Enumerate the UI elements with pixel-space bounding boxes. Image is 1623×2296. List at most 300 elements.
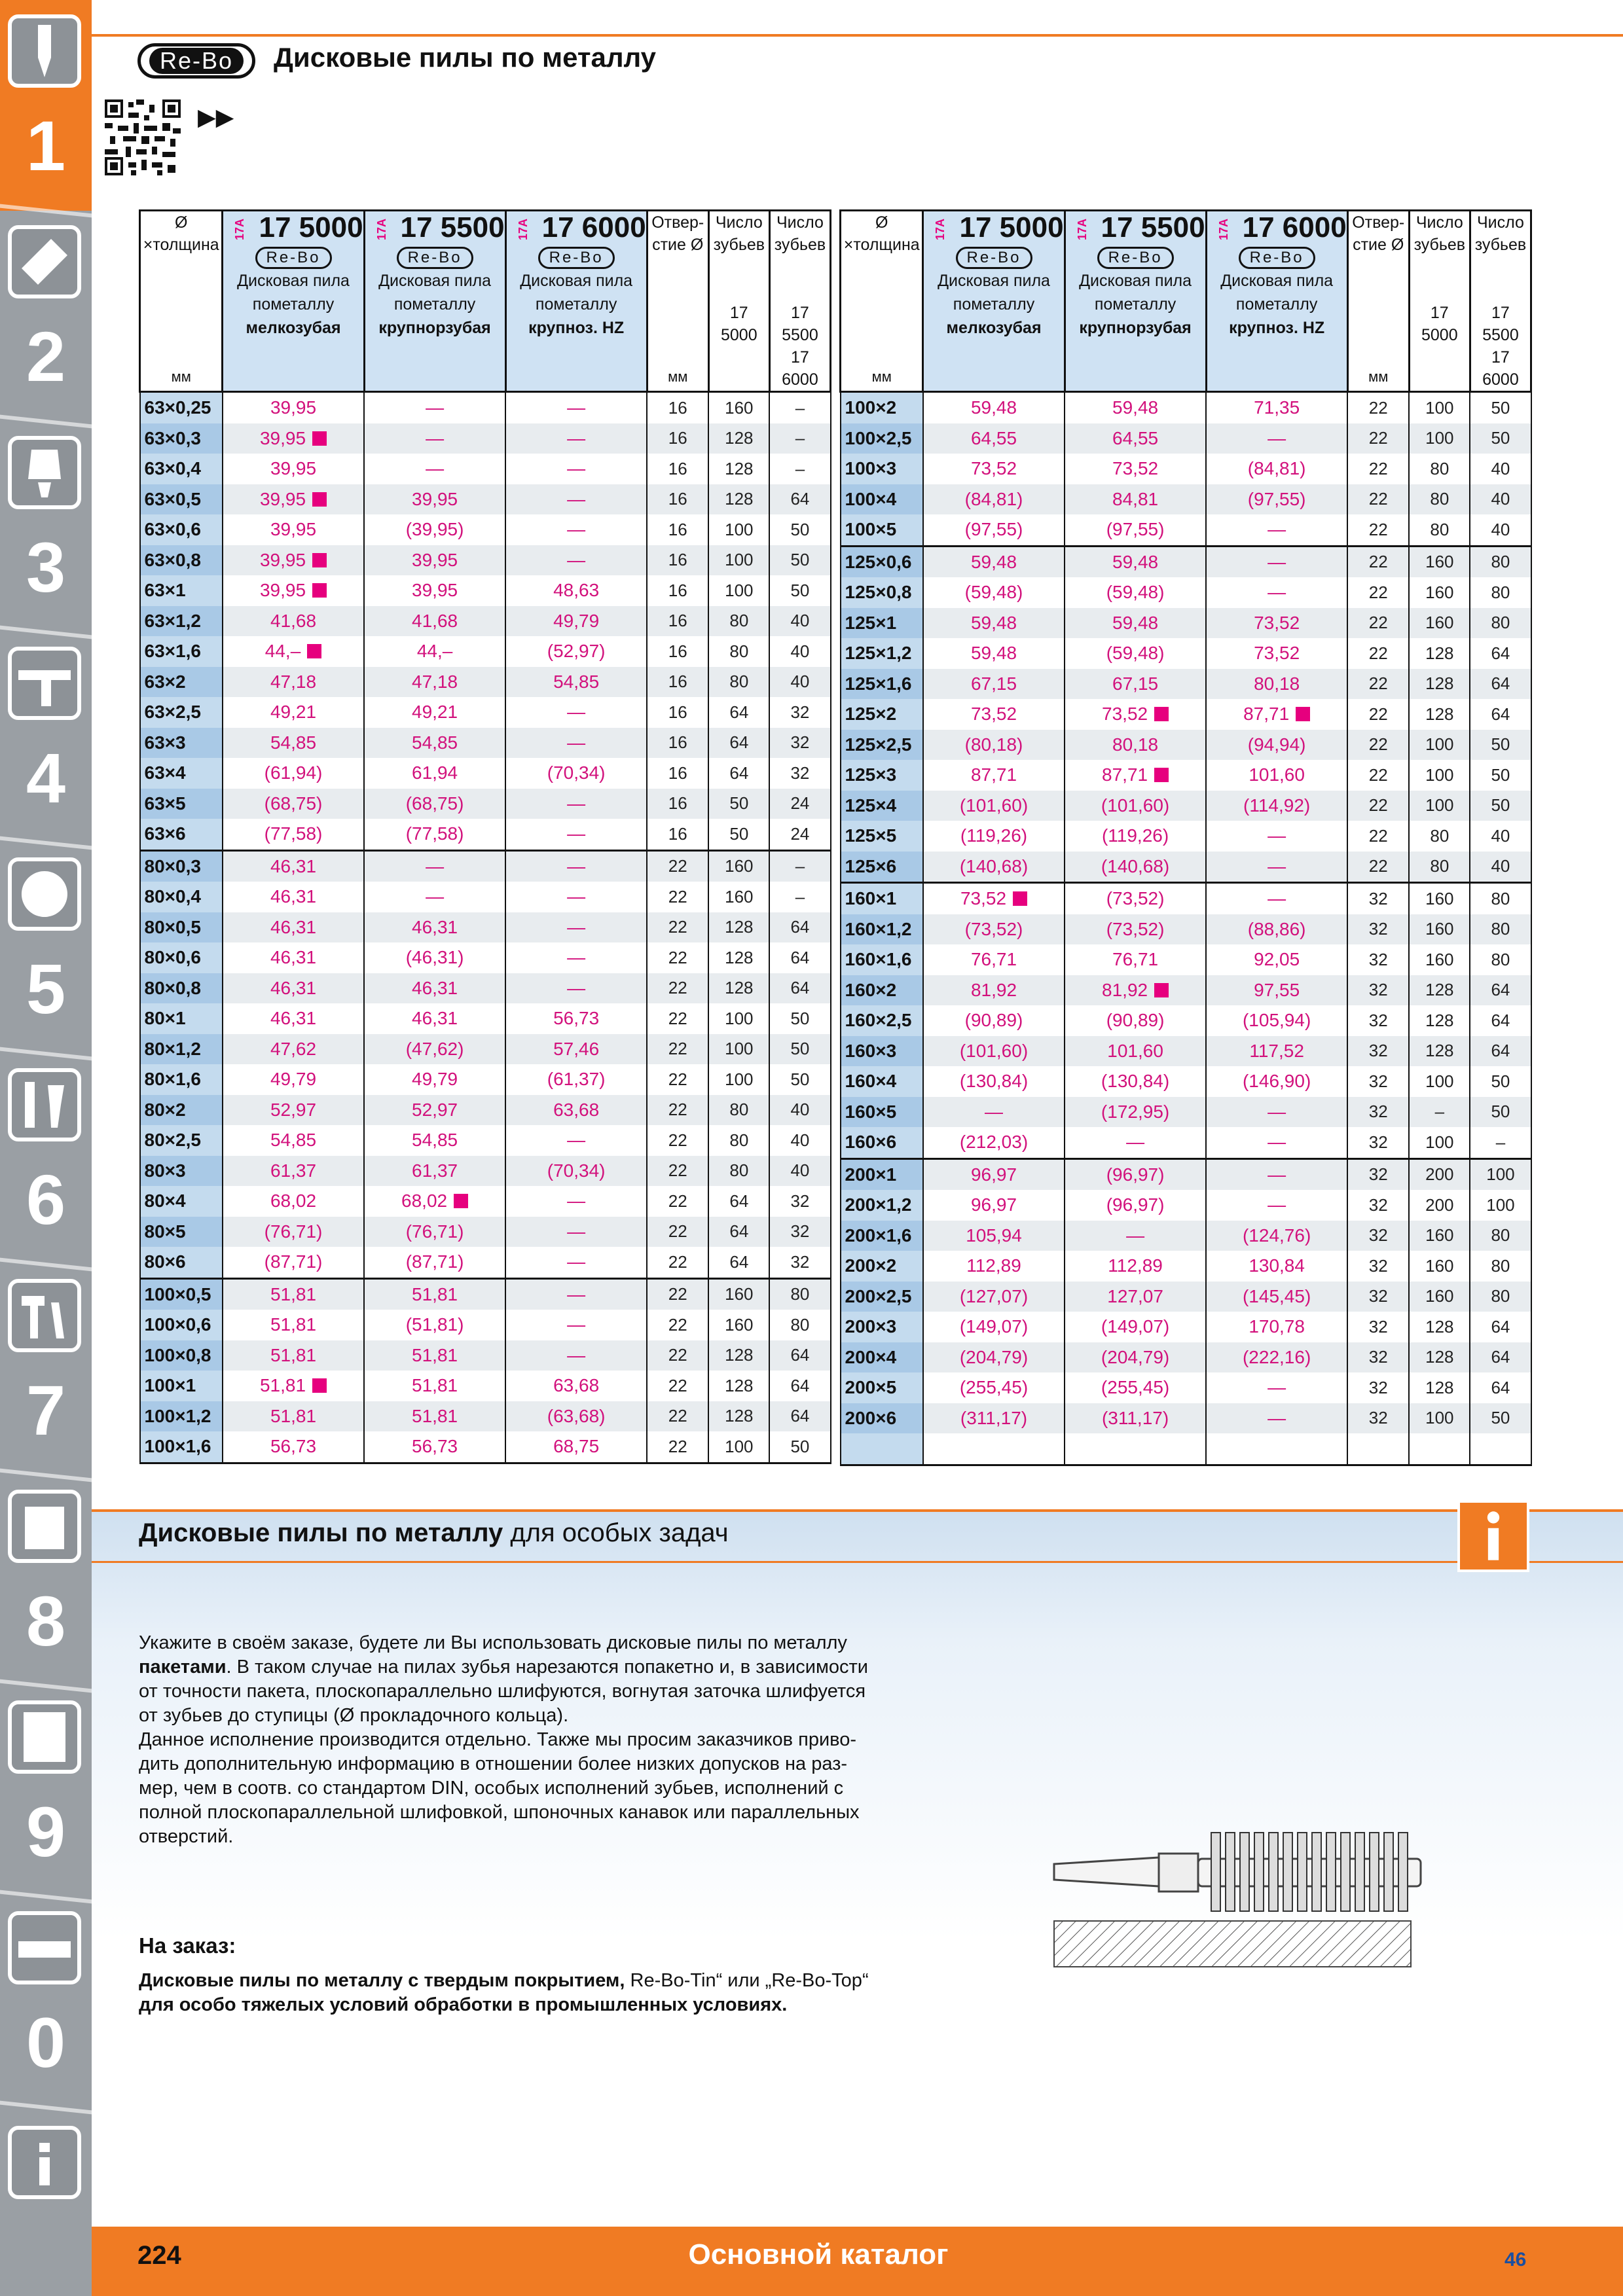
price-value: 39,95 — [412, 580, 458, 601]
price-cell — [1065, 975, 1206, 1006]
price-cell — [1065, 514, 1206, 546]
price-value: (101,60) — [959, 795, 1029, 816]
teeth-cell-1: 80 — [708, 1156, 769, 1187]
price-value: — — [1267, 427, 1286, 448]
teeth-cell-1: 100 — [1409, 730, 1470, 761]
teeth-cell-2: – — [769, 392, 830, 423]
teeth-cell-2: 50 — [769, 1034, 830, 1065]
price-cell — [1206, 699, 1347, 730]
price-cell — [364, 819, 505, 850]
size-cell: 125×3 — [841, 760, 923, 791]
sidebar-item-9[interactable] — [0, 1686, 92, 1897]
teeth-cell-2: 40 — [1470, 821, 1531, 852]
table-row — [140, 1278, 831, 1310]
price-cell — [1065, 760, 1206, 791]
size-cell: 63×2,5 — [140, 697, 223, 728]
hole-cell: 16 — [647, 606, 708, 637]
table-row — [140, 1340, 831, 1371]
sidebar-chapter-number: 0 — [26, 2003, 66, 2082]
info-line: Данное исполнение производится отдельно. Также мы просим заказчиков приво- — [139, 1729, 857, 1750]
price-cell — [923, 392, 1065, 423]
price-value: 59,48 — [970, 551, 1017, 572]
price-value: (68,75) — [405, 793, 464, 814]
table-row — [140, 1125, 831, 1156]
price-cell — [1065, 608, 1206, 639]
size-cell: 63×4 — [140, 758, 223, 789]
price-value: — — [567, 855, 586, 876]
table-row — [140, 1247, 831, 1278]
hole-cell: 16 — [647, 728, 708, 759]
size-cell: 100×0,5 — [140, 1278, 223, 1310]
price-cell — [505, 850, 647, 882]
table-row — [841, 484, 1531, 515]
price-cell — [223, 912, 364, 943]
price-cell — [1206, 914, 1347, 945]
price-value: — — [567, 1251, 586, 1272]
sidebar-item-8[interactable] — [0, 1475, 92, 1686]
table-row — [140, 942, 831, 973]
price-cell — [364, 423, 505, 454]
article-number — [1066, 211, 1205, 244]
price-cell — [1065, 1158, 1206, 1190]
price-value: 39,95 — [259, 427, 306, 448]
teeth-for-2a: 17 5500 — [1482, 304, 1519, 344]
product-desc-3: крупноз. HZ — [1229, 319, 1325, 337]
size-cell: 200×6 — [841, 1403, 923, 1434]
price-cell — [1206, 1190, 1347, 1221]
product-desc-1: Дисковая пила — [378, 272, 492, 290]
product-desc-2: пометаллу — [252, 295, 335, 314]
teeth-cell-2: 80 — [1470, 1221, 1531, 1251]
price-value: — — [1126, 1132, 1145, 1153]
sidebar-item-3[interactable] — [0, 422, 92, 632]
price-cell — [1065, 1403, 1206, 1434]
price-value: 96,97 — [970, 1194, 1017, 1215]
stock-marker-icon — [312, 431, 327, 446]
price-value: (255,45) — [1101, 1377, 1170, 1398]
price-cell — [223, 1064, 364, 1095]
hole-cell: 16 — [647, 545, 708, 576]
price-cell — [923, 577, 1065, 608]
info-title-bold: Дисковые пилы по металлу — [139, 1518, 503, 1547]
price-cell — [1206, 944, 1347, 975]
price-value: 51,81 — [259, 1375, 306, 1396]
product-desc-3: крупноз. HZ — [528, 319, 625, 337]
size-cell: 200×1 — [841, 1158, 923, 1190]
price-cell — [505, 1003, 647, 1034]
price-cell — [923, 1372, 1065, 1403]
table-row — [140, 819, 831, 850]
teeth-cell-1: 128 — [708, 1340, 769, 1371]
teeth-cell-2: 80 — [1470, 546, 1531, 577]
info-title — [139, 1518, 729, 1548]
teeth-column-header-2 — [769, 211, 830, 392]
hole-cell: 32 — [1347, 1221, 1409, 1251]
saw-blade-disc — [1326, 1833, 1336, 1911]
price-cell — [923, 852, 1065, 883]
price-cell — [1065, 1127, 1206, 1158]
size-cell: 63×3 — [140, 728, 223, 759]
size-cell: 80×1,2 — [140, 1034, 223, 1065]
price-cell — [364, 1401, 505, 1432]
teeth-cell-1: 100 — [1409, 1066, 1470, 1097]
price-cell — [223, 789, 364, 819]
price-value: 46,31 — [412, 977, 458, 998]
price-cell — [505, 1186, 647, 1217]
teeth-cell-1: 128 — [708, 423, 769, 454]
size-cell: 125×6 — [841, 852, 923, 883]
saw-blade-disc — [1398, 1833, 1408, 1911]
hole-cell: 22 — [1347, 852, 1409, 883]
teeth-cell-2: 40 — [769, 667, 830, 698]
price-value: (311,17) — [1101, 1407, 1169, 1428]
teeth-cell-1: 100 — [1409, 760, 1470, 791]
teeth-cell-1: 128 — [1409, 975, 1470, 1006]
price-cell — [1065, 1312, 1206, 1342]
price-cell — [364, 789, 505, 819]
price-value: (204,79) — [1101, 1346, 1170, 1367]
hole-cell: 22 — [647, 1310, 708, 1340]
price-value: — — [567, 1130, 586, 1151]
price-value: — — [1267, 1407, 1286, 1428]
info-bold-word: пакетами — [139, 1657, 227, 1677]
saw-blade-disc — [1254, 1833, 1264, 1911]
price-cell — [223, 1034, 364, 1065]
hole-cell: 22 — [647, 882, 708, 912]
price-value: 61,37 — [270, 1160, 317, 1181]
teeth-cell-2: 32 — [769, 758, 830, 789]
teeth-cell-1: 128 — [1409, 1312, 1470, 1342]
info-line: дить дополнительную информацию в отношении более низких допусков на раз- — [139, 1753, 848, 1774]
price-value: 51,81 — [412, 1375, 458, 1396]
product-desc-2: пометаллу — [1235, 295, 1318, 314]
price-cell — [923, 454, 1065, 484]
price-value: — — [426, 855, 445, 876]
price-cell — [505, 1095, 647, 1126]
size-cell: 80×1,6 — [140, 1064, 223, 1095]
size-cell: 200×2 — [841, 1251, 923, 1282]
footer-code[interactable]: 46 — [1504, 2249, 1527, 2270]
size-cell: 200×1,6 — [841, 1221, 923, 1251]
price-cell — [505, 942, 647, 973]
price-value: 84,81 — [1112, 488, 1159, 509]
price-value: 48,63 — [553, 580, 600, 601]
teeth-cell-1: 160 — [1409, 883, 1470, 914]
teeth-cell-1: 128 — [1409, 1342, 1470, 1373]
sidebar-item-1[interactable] — [0, 0, 92, 211]
price-table-left — [139, 209, 831, 1464]
series-prefix: 17A — [233, 218, 247, 240]
price-value: 73,52 — [1254, 643, 1300, 664]
size-cell: 125×2 — [841, 699, 923, 730]
price-value: 170,78 — [1249, 1316, 1305, 1337]
saw-blade-icon — [8, 857, 81, 931]
teeth-cell-2: 50 — [769, 1431, 830, 1463]
price-cell — [364, 1095, 505, 1126]
price-value: 68,75 — [553, 1436, 600, 1457]
table-row — [140, 912, 831, 943]
hole-cell: 22 — [647, 1034, 708, 1065]
saw-blade-disc — [1341, 1833, 1350, 1911]
price-value: — — [1267, 888, 1286, 909]
price-value: (46,31) — [405, 947, 464, 968]
table-row — [140, 606, 831, 637]
sidebar-item-6[interactable] — [0, 1054, 92, 1265]
price-value: (61,94) — [264, 762, 323, 783]
price-cell — [223, 1431, 364, 1463]
table-row — [140, 423, 831, 454]
price-cell — [1206, 546, 1347, 577]
article-number — [507, 211, 646, 244]
product-desc-3: мелкозубая — [946, 319, 1042, 337]
price-value: 49,79 — [270, 1069, 317, 1090]
teeth-cell-2: 80 — [1470, 914, 1531, 945]
teeth-cell-2: – — [769, 882, 830, 912]
price-cell — [1065, 1282, 1206, 1312]
hole-cell: 22 — [647, 1278, 708, 1310]
price-value: — — [1267, 1101, 1286, 1122]
price-cell — [1065, 944, 1206, 975]
rebo-small-logo: Re-Bo — [538, 247, 615, 269]
hole-cell: 16 — [647, 819, 708, 850]
price-value: (76,71) — [405, 1221, 464, 1242]
hole-cell: 22 — [1347, 392, 1409, 423]
size-unit: мм — [171, 368, 191, 385]
hole-cell: 16 — [647, 423, 708, 454]
price-value: 46,31 — [270, 977, 317, 998]
price-cell — [505, 1247, 647, 1278]
table-row — [841, 975, 1531, 1006]
price-cell — [505, 545, 647, 576]
price-value: 51,81 — [412, 1344, 458, 1365]
table-row — [841, 1251, 1531, 1282]
teeth-cell-2: 40 — [769, 1125, 830, 1156]
hole-cell: 22 — [1347, 423, 1409, 454]
price-cell — [505, 882, 647, 912]
price-cell — [505, 973, 647, 1004]
product-desc-3: крупнорзубая — [378, 319, 491, 337]
hole-cell: 22 — [1347, 730, 1409, 761]
sidebar-item-5[interactable] — [0, 843, 92, 1054]
table-row — [140, 1003, 831, 1034]
teeth-for-2a: 17 5500 — [782, 304, 818, 344]
stock-marker-icon — [454, 1194, 468, 1208]
price-value: (77,58) — [405, 823, 464, 844]
price-cell — [923, 760, 1065, 791]
price-value: 73,52 — [970, 704, 1017, 725]
price-value: (101,60) — [959, 1040, 1029, 1061]
hole-cell: 22 — [647, 1064, 708, 1095]
header-rule — [92, 34, 1623, 37]
price-value: 39,95 — [412, 488, 458, 509]
hole-cell: 32 — [1347, 1036, 1409, 1067]
price-value: — — [1267, 551, 1286, 572]
price-cell — [1206, 730, 1347, 761]
price-cell — [923, 944, 1065, 975]
teeth-cell-2: 50 — [769, 1003, 830, 1034]
price-value: 44,– — [416, 641, 453, 662]
footer-title: Основной каталог — [688, 2238, 949, 2270]
table-row — [841, 760, 1531, 791]
teeth-cell-1: 128 — [1409, 1036, 1470, 1067]
size-cell: 125×4 — [841, 791, 923, 821]
teeth-cell-2: 50 — [1470, 392, 1531, 423]
price-value: 57,46 — [553, 1038, 600, 1059]
stock-marker-icon — [1154, 768, 1169, 782]
price-cell — [1065, 914, 1206, 945]
price-value: 51,81 — [412, 1283, 458, 1304]
hole-label-2: стие Ø — [1353, 236, 1404, 254]
drill-icon — [8, 14, 81, 88]
price-value: — — [1267, 855, 1286, 876]
play-arrow-icon[interactable]: ▶▶ — [198, 103, 234, 130]
table-row — [841, 546, 1531, 577]
teeth-cell-1: 128 — [708, 454, 769, 484]
teeth-cell-1: 100 — [708, 575, 769, 606]
price-value: 39,95 — [259, 549, 306, 570]
price-cell — [1206, 1097, 1347, 1128]
price-cell — [364, 850, 505, 882]
price-value: — — [567, 458, 586, 479]
price-value: 41,68 — [412, 610, 458, 631]
price-value: (114,92) — [1243, 795, 1311, 816]
price-cell — [364, 1371, 505, 1401]
size-cell: 200×3 — [841, 1312, 923, 1342]
price-value: (130,84) — [1101, 1071, 1170, 1092]
product-desc-1: Дисковая пила — [1079, 272, 1192, 290]
article-number-text: 17 6000 — [541, 211, 646, 243]
price-value: 49,79 — [412, 1069, 458, 1090]
qr-code-icon[interactable] — [105, 99, 181, 175]
price-cell — [364, 728, 505, 759]
price-value: (63,68) — [547, 1405, 606, 1426]
price-value: (51,81) — [405, 1314, 464, 1335]
size-cell: 63×0,3 — [140, 423, 223, 454]
price-value: 96,97 — [970, 1164, 1017, 1185]
teeth-cell-2: – — [769, 423, 830, 454]
teeth-cell-1: 64 — [708, 1217, 769, 1247]
price-cell — [923, 914, 1065, 945]
size-column-header — [140, 211, 223, 392]
order-line1-bold: Дисковые пилы по металлу с твердым покрытием, — [139, 1970, 625, 1991]
table-row — [140, 1310, 831, 1340]
teeth-cell-2: 50 — [1470, 423, 1531, 454]
hole-cell: 16 — [647, 789, 708, 819]
chuck-icon — [8, 436, 81, 509]
sidebar-item-4[interactable] — [0, 632, 92, 843]
sidebar-item-i[interactable] — [0, 2108, 92, 2296]
size-unit: мм — [871, 368, 892, 385]
size-label: ×толщина — [143, 236, 219, 254]
table-row — [841, 852, 1531, 883]
price-cell — [223, 850, 364, 882]
table-row — [140, 1064, 831, 1095]
hole-cell: 32 — [1347, 1403, 1409, 1434]
teeth-for-1: 17 5000 — [1421, 304, 1458, 344]
size-cell: 160×2,5 — [841, 1005, 923, 1036]
teeth-cell-2: 64 — [1470, 1342, 1531, 1373]
price-cell — [923, 1251, 1065, 1282]
teeth-cell-1: 128 — [1409, 699, 1470, 730]
hole-cell: 16 — [647, 667, 708, 698]
price-value: 67,15 — [1112, 673, 1159, 694]
price-cell — [223, 514, 364, 545]
sidebar-item-7[interactable] — [0, 1265, 92, 1475]
saw-blade-disc — [1211, 1833, 1220, 1911]
hole-cell: 22 — [1347, 669, 1409, 700]
hole-cell: 22 — [647, 942, 708, 973]
size-cell: 80×4 — [140, 1186, 223, 1217]
table-row — [140, 697, 831, 728]
teeth-cell-1: 160 — [1409, 577, 1470, 608]
price-cell — [364, 545, 505, 576]
price-value: 73,52 — [970, 458, 1017, 479]
info-icon — [1457, 1500, 1529, 1572]
price-cell — [1206, 1158, 1347, 1190]
price-cell — [1065, 1097, 1206, 1128]
teeth-cell-1: 128 — [1409, 1005, 1470, 1036]
size-cell: 100×1 — [140, 1371, 223, 1401]
price-value: — — [426, 886, 445, 907]
price-value: (87,71) — [405, 1251, 464, 1272]
sidebar-chapter-number: 4 — [26, 738, 66, 817]
size-cell: 63×0,25 — [140, 392, 223, 423]
price-cell — [1065, 821, 1206, 852]
price-value: 76,71 — [970, 949, 1017, 970]
size-cell: 100×4 — [841, 484, 923, 515]
info-icon — [8, 2126, 81, 2199]
teeth-cell-1: 100 — [1409, 791, 1470, 821]
price-value: (130,84) — [959, 1071, 1029, 1092]
price-cell — [923, 1158, 1065, 1190]
article-header-1 — [223, 211, 364, 392]
price-cell — [505, 667, 647, 698]
info-line — [139, 1655, 905, 1679]
teeth-cell-1: 100 — [708, 1034, 769, 1065]
price-value: 80,18 — [1254, 673, 1300, 694]
price-cell — [1206, 514, 1347, 546]
price-value: 46,31 — [270, 886, 317, 907]
price-value: (149,07) — [959, 1316, 1029, 1337]
teeth-cell-1: 80 — [1409, 454, 1470, 484]
price-cell — [364, 912, 505, 943]
teeth-cell-1: 64 — [708, 1247, 769, 1278]
table-row — [841, 514, 1531, 546]
teeth-cell-2: 50 — [1470, 1403, 1531, 1434]
sidebar-item-2[interactable] — [0, 211, 92, 422]
price-value: 64,55 — [970, 427, 1017, 448]
price-cell — [223, 1156, 364, 1187]
price-cell — [364, 1186, 505, 1217]
price-cell — [923, 791, 1065, 821]
saw-blade-disc — [1384, 1833, 1393, 1911]
rebo-logo — [137, 43, 255, 79]
price-cell — [364, 1125, 505, 1156]
stock-marker-icon — [1013, 891, 1027, 906]
teeth-cell-1: 64 — [708, 728, 769, 759]
product-desc-3: крупнорзубая — [1079, 319, 1192, 337]
sidebar-item-0[interactable] — [0, 1897, 92, 2108]
teeth-cell-2: – — [1470, 1127, 1531, 1158]
page-title: Дисковые пилы по металлу — [274, 42, 657, 73]
info-title-rest: для особых задач — [503, 1518, 729, 1547]
series-prefix: 17A — [516, 218, 530, 240]
hole-cell: 16 — [647, 392, 708, 423]
hole-cell: 22 — [647, 1186, 708, 1217]
saw-blade-disc — [1240, 1833, 1249, 1911]
teeth-cell-2: – — [769, 454, 830, 484]
size-cell: 63×0,5 — [140, 484, 223, 515]
